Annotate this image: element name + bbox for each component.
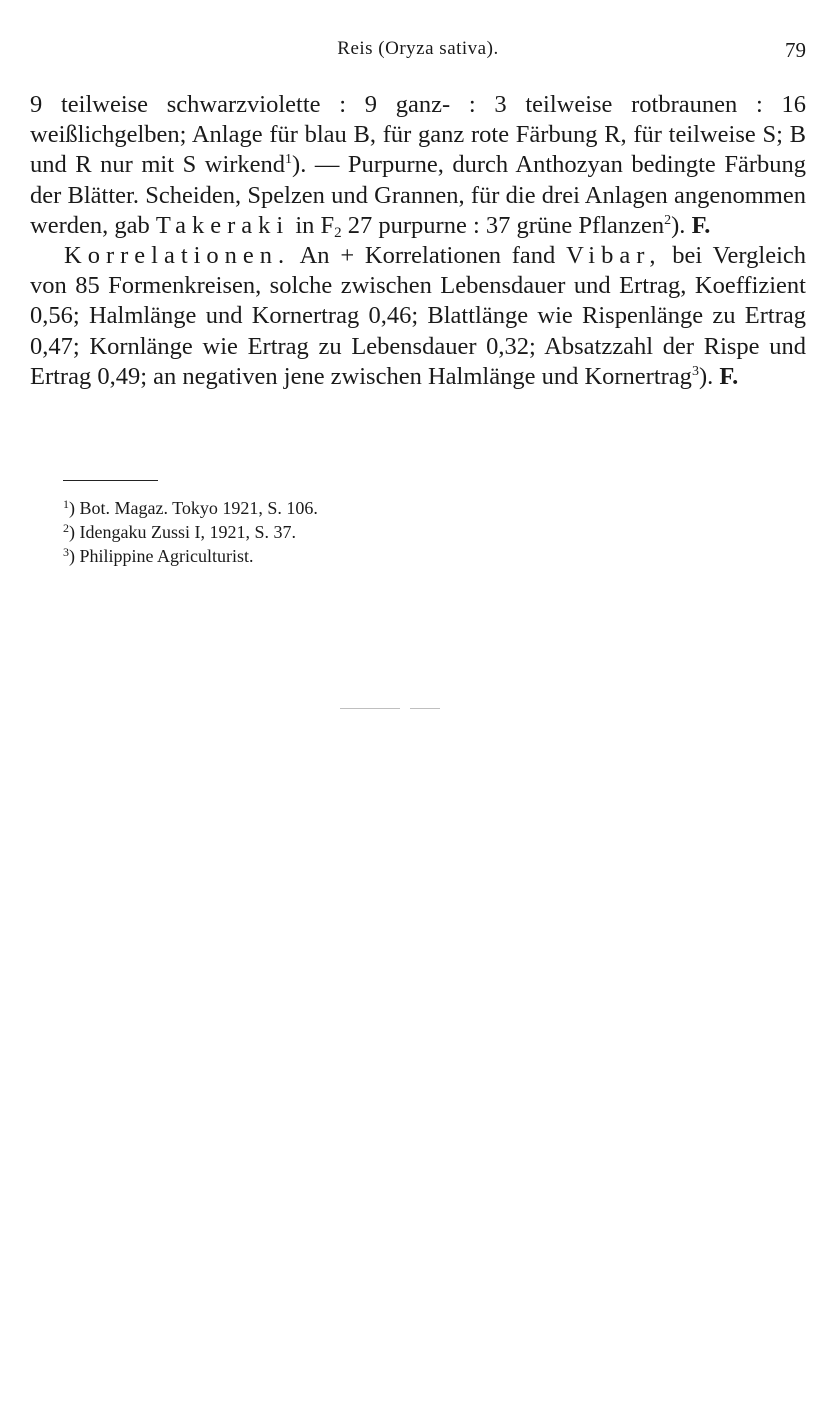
- footnote-3: [63, 544, 763, 568]
- running-title: Reis (Oryza sativa).: [337, 38, 499, 59]
- footnotes: [63, 496, 763, 568]
- text-segment: in F: [289, 211, 335, 239]
- text-segment: ).: [671, 211, 692, 239]
- footnote-reference: 1: [285, 152, 293, 168]
- subscript-generation: 2: [334, 224, 342, 241]
- scan-speck: [410, 708, 440, 709]
- paragraph-color-inheritance: [30, 90, 806, 241]
- footnote-text: ) Idengaku Zussi I, 1921, S. 37.: [69, 522, 296, 542]
- text-segment: bei Vergleich von 85 Formenkreisen, solche zwischen Lebensdauer und Ertrag, Koeffizient 0,56; Halmlänge und Kornertrag 0,46; Blattlänge wie Rispenlänge zu Ertrag 0,47; Kornlänge wie Ertrag zu Lebensdauer 0,32; Absatzzahl der Rispe und Ertrag 0,49; an negativen jene zwischen Halmlänge und Kornertrag: [30, 242, 806, 390]
- page-number: 79: [785, 38, 806, 62]
- footnote-1: [63, 496, 763, 520]
- body-text: [30, 90, 806, 392]
- reviewer-initial: F.: [691, 211, 711, 239]
- footnote-2: [63, 520, 763, 544]
- text-segment: An + Korrelationen fand: [290, 242, 567, 270]
- footnote-text: ) Bot. Magaz. Tokyo 1921, S. 106.: [69, 498, 318, 518]
- footnote-text: ) Philippine Agriculturist.: [69, 546, 254, 566]
- paragraph-correlations: [30, 241, 806, 392]
- footnote-reference: 2: [664, 212, 672, 228]
- reviewer-initial: F.: [719, 362, 739, 390]
- text-segment: ). — Purpurne, durch Anthozyan bedingte Färbung der Blätter. Scheiden, Spelzen und Grannen, für die drei Anlagen angenommen werden, gab: [30, 151, 806, 239]
- footnote-marker: 3: [63, 545, 69, 559]
- running-head: [30, 38, 806, 64]
- text-segment: 9 teilweise schwarzviolette : 9 ganz- : 3 teilweise rotbraunen : 16 weißlichgelben; Anlage für blau B, für ganz rote Färbung R, für teilweise S; B und R nur mit S wirkend: [30, 91, 806, 179]
- text-segment: 27 purpurne : 37 grüne Pflanzen: [341, 211, 665, 239]
- section-heading-korrelationen: Korrelationen.: [64, 242, 291, 270]
- text-segment: ).: [698, 362, 720, 390]
- author-name-takeraki: Takeraki: [155, 211, 290, 239]
- author-name-vibar: Vibar,: [566, 242, 662, 270]
- footnote-marker: 1: [63, 497, 69, 511]
- footnote-marker: 2: [63, 521, 69, 535]
- footnote-separator: [63, 480, 158, 481]
- scan-speck: [340, 708, 400, 709]
- footnote-reference: 3: [691, 363, 699, 379]
